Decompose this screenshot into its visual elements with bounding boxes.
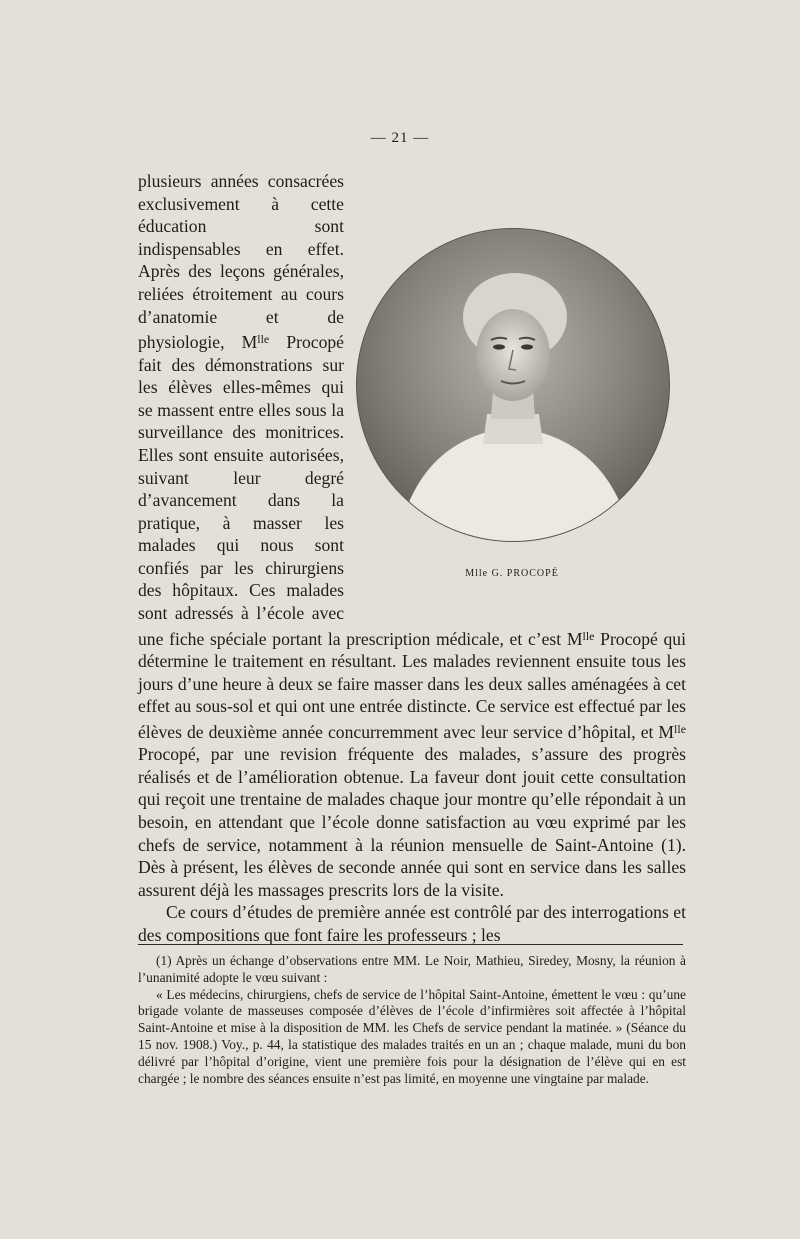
footnote-1: (1) Après un échange d’observations entre MM. Le Noir, Mathieu, Siredey, Mosny, la réunion à l’unanimité adopte le vœu suivant : (138, 953, 686, 985)
text-run: plusieurs années consacrées exclusivement à cette éducation sont indispensables en effet. Après des leçons générales, reliées étroitement au cours d’anatomie et de physiologie, M (138, 171, 344, 352)
superscript: lle (257, 332, 270, 347)
paragraph-2: Ce cours d’études de première année est contrôlé par des interrogations et des compositions que font faire les professeurs ; les (138, 902, 686, 945)
main-text (138, 170, 686, 947)
footnotes (138, 953, 686, 1087)
photo-caption: Mlle G. PROCOPÉ (465, 568, 559, 579)
footnote-1-quote: « Les médecins, chirurgiens, chefs de service de l’hôpital Saint-Antoine, émettent le vœu : qu’une brigade volante de masseuses composée d’élèves de l’école d’infirmières soit affectée à l’hôpital Saint-Antoine et mise à la disposition de MM. les Chefs de service pendant la matinée. » (Séance du 15 nov. 1908.) Voy., p. 44, la statistique des malades traités en un an ; chaque malade, muni du bon délivré par l’hôpital d’origine, vient une première fois pour la désignation de l’élève qui en est chargée ; le nombre des séances ensuite n’est pas limité, en moyenne une vingtaine par malade. (138, 986, 686, 1086)
portrait-photo (356, 228, 670, 542)
text-run: Procopé qui détermine le traitement en résultant. Les malades reviennent ensuite tous les jours d’une heure à deux se faire masser dans les deux salles aménagées à cet effet au sous-sol et qui ont une entrée distincte. Ce service est effectué par les élèves de deuxième année concurremment avec leur service d’hôpital, et M (138, 628, 686, 742)
footnote-divider (138, 944, 683, 945)
superscript: lle (582, 628, 595, 643)
text-run: Procopé, par une revision fréquente des malades, s’assure des progrès réalisés et de l’amélioration obtenue. La faveur dont jouit cette consultation qui reçoit une trentaine de malades chaque jour montre qu’elle répondait à un besoin, en attendant que l’école donne satisfaction au vœu exprimé par les chefs de service, notamment à la réunion mensuelle de Saint-Antoine (1). Dès à présent, les élèves de seconde année qui sont en service dans les salles assurent déjà les massages prescrits lors de la visite. (138, 744, 686, 900)
text-run: Procopé fait des démonstrations sur les élèves elles-mêmes qui se massent entre elles sous la surveillance des monitrices. Elles sont ensuite autorisées, suivant leur degré d’avancement dans la pratique, à masser les malades qui nous sont confiés par les chirurgiens des hôpitaux. Ces malades sont adressés à l’école avec une fiche spéciale portant la prescription médicale, et c’est M (138, 331, 583, 649)
superscript: lle (674, 721, 686, 736)
figure (356, 225, 686, 603)
page-number: — 21 — (370, 130, 430, 146)
